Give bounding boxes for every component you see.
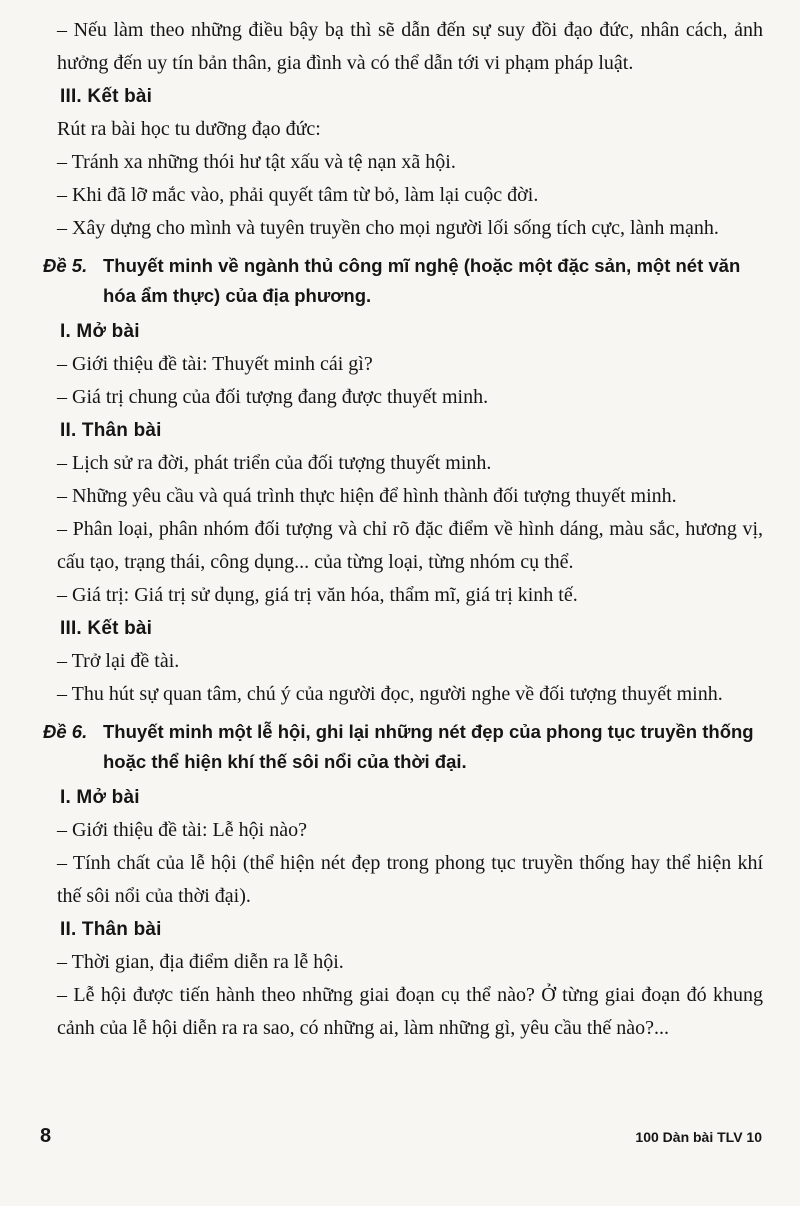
list-item: – Thu hút sự quan tâm, chú ý của người đọc, người nghe về đối tượng thuyết minh. (57, 683, 723, 705)
list-item: – Giá trị: Giá trị sử dụng, giá trị văn hóa, thẩm mĩ, giá trị kinh tế. (57, 584, 578, 606)
section-heading: III. Kết bài (60, 618, 153, 639)
list-item: – Phân loại, phân nhóm đối tượng và chỉ rõ đặc điểm về hình dáng, màu sắc, hương vị, cấu tạo, trạng thái, công dụng... của từng loại, từng nhóm cụ thể. (57, 518, 763, 573)
section-heading: I. Mở bài (60, 321, 140, 342)
exercise-prompt: Thuyết minh một lễ hội, ghi lại những nét đẹp của phong tục truyền thống hoặc thể hiện khí thế sôi nổi của thời đại. (103, 721, 754, 772)
list-item: – Xây dựng cho mình và tuyên truyền cho mọi người lối sống tích cực, lành mạnh. (57, 217, 719, 239)
list-item: – Trở lại đề tài. (57, 650, 180, 672)
exercise-number: Đề 6. (43, 721, 88, 742)
section-heading: III. Kết bài (60, 86, 153, 107)
list-item: – Lễ hội được tiến hành theo những giai đoạn cụ thể nào? Ở từng giai đoạn đó khung cảnh của lễ hội diễn ra ra sao, có những ai, làm những gì, yêu cầu thế nào?... (57, 984, 763, 1039)
page-number: 8 (40, 1125, 52, 1147)
paragraph: Rút ra bài học tu dưỡng đạo đức: (57, 118, 321, 140)
section-heading: I. Mở bài (60, 787, 140, 808)
section-heading: II. Thân bài (60, 919, 162, 940)
list-item: – Khi đã lỡ mắc vào, phải quyết tâm từ bỏ, làm lại cuộc đời. (57, 184, 539, 206)
book-title: 100 Dàn bài TLV 10 (635, 1129, 762, 1145)
page-body (43, 14, 763, 1045)
list-item: – Lịch sử ra đời, phát triển của đối tượng thuyết minh. (57, 452, 492, 474)
list-item: – Tránh xa những thói hư tật xấu và tệ nạn xã hội. (57, 151, 456, 173)
exercise-number: Đề 5. (43, 255, 88, 276)
list-item: – Giới thiệu đề tài: Thuyết minh cái gì? (57, 353, 373, 375)
paragraph: – Nếu làm theo những điều bậy bạ thì sẽ dẫn đến sự suy đồi đạo đức, nhân cách, ảnh hưởng đến uy tín bản thân, gia đình và có thể dẫn tới vi phạm pháp luật. (57, 19, 763, 74)
list-item: – Giá trị chung của đối tượng đang được thuyết minh. (57, 386, 489, 408)
list-item: – Thời gian, địa điểm diễn ra lễ hội. (57, 951, 344, 973)
exercise-title (43, 717, 763, 777)
list-item: – Tính chất của lễ hội (thể hiện nét đẹp trong phong tục truyền thống hay thể hiện khí thế sôi nổi của thời đại). (57, 852, 763, 907)
section-heading: II. Thân bài (60, 420, 162, 441)
list-item: – Giới thiệu đề tài: Lễ hội nào? (57, 819, 307, 841)
exercise-title (43, 251, 763, 311)
list-item: – Những yêu cầu và quá trình thực hiện để hình thành đối tượng thuyết minh. (57, 485, 677, 507)
exercise-prompt: Thuyết minh về ngành thủ công mĩ nghệ (hoặc một đặc sản, một nét văn hóa ẩm thực) của địa phương. (103, 255, 741, 306)
